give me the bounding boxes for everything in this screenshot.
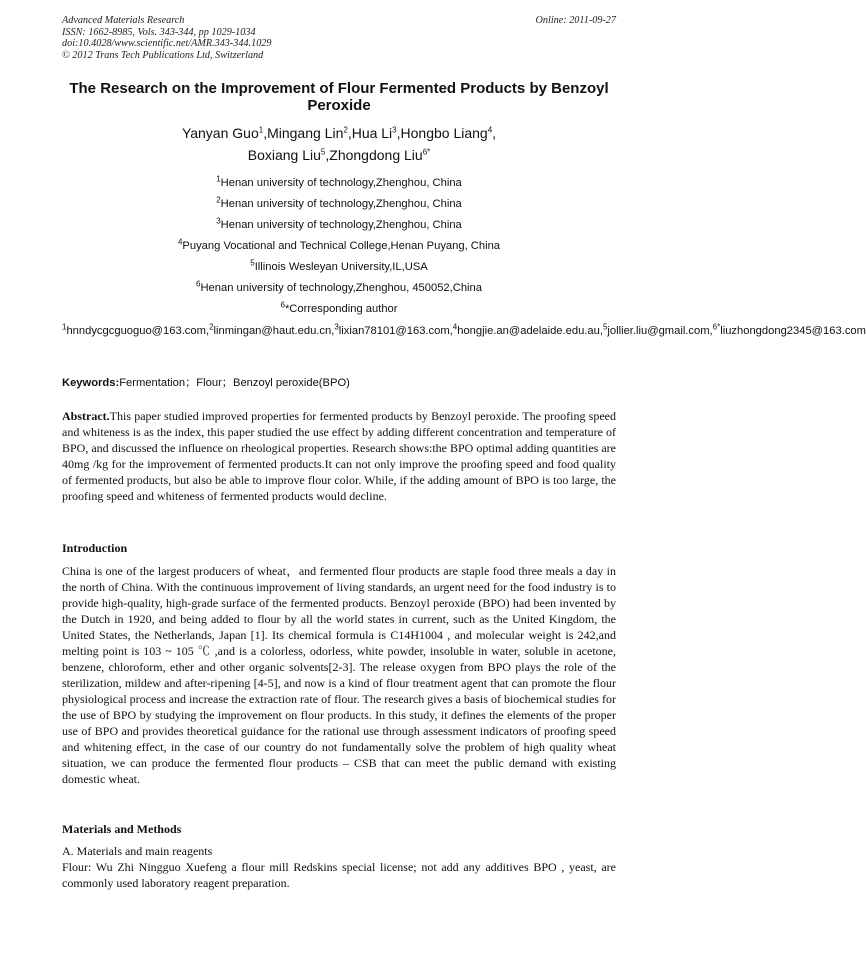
email-list: $^1$hnndycgcguoguo@163.com,$^2$linmingan@haut.edu.cn,$^3$lixian78101@163.com,$^4$hongjie.an@adelaide.edu.au,$^5$jollier.liu@gmail.com,$^{6*}$liuzhongdong2345@163.com xyxy=(62,322,866,337)
journal-name: Advanced Materials Research xyxy=(62,15,185,26)
affiliation: $^6$Henan university of technology,Zhenghou, 450052,China xyxy=(196,279,482,294)
journal-header xyxy=(62,15,616,61)
author: Yanyan Guo$^1$, xyxy=(181,125,268,141)
affiliation: $^1$Henan university of technology,Zhenghou, China xyxy=(216,174,462,189)
introduction-heading: Introduction xyxy=(62,541,128,555)
keywords-label: Keywords: xyxy=(62,377,120,389)
corresponding-author-note: $^6$*Corresponding author xyxy=(280,300,398,315)
keywords-text: Fermentation；Flour；Benzoyl peroxide(BPO) xyxy=(119,377,350,389)
author: Boxiang Liu$^5$, xyxy=(247,147,330,163)
affiliation: $^5$Illinois Wesleyan University,IL,USA xyxy=(250,258,428,273)
methods-paragraph: Flour: Wu Zhi Ningguo Xuefeng a flour mill Redskins special license; not add any additives BPO , yeast, are commonly used laboratory reagent preparation. xyxy=(62,860,616,890)
paper-title: The Research on the Improvement of Flour Fermented Products by Benzoyl Peroxide xyxy=(69,80,609,114)
email-link[interactable]: lixian78101@163.com, xyxy=(338,325,453,337)
author: Hua Li$^3$, xyxy=(351,125,401,141)
abstract-paragraph xyxy=(62,408,616,504)
author: Zhongdong Liu$^{6*}$ xyxy=(329,147,431,163)
methods-heading: Materials and Methods xyxy=(62,822,182,836)
keywords-line xyxy=(62,374,616,390)
abstract-label: Abstract. xyxy=(62,409,110,423)
affiliation: $^3$Henan university of technology,Zhenghou, China xyxy=(216,216,462,231)
email-link[interactable]: hnndycgcguoguo@163.com, xyxy=(66,325,210,337)
methods-subheading: A. Materials and main reagents xyxy=(62,844,213,858)
email-link[interactable]: linmingan@haut.edu.cn, xyxy=(213,325,335,337)
doi-line: doi:10.4028/www.scientific.net/AMR.343-344.1029 xyxy=(62,38,272,49)
affiliation: $^4$Puyang Vocational and Technical College,Henan Puyang, China xyxy=(177,237,501,252)
issn-line: ISSN: 1662-8985, Vols. 343-344, pp 1029-1034 xyxy=(62,26,256,38)
affiliation: $^2$Henan university of technology,Zhenghou, China xyxy=(216,195,462,210)
online-date: Online: 2011-09-27 xyxy=(535,15,616,26)
author: Hongbo Liang$^4$, xyxy=(400,125,497,141)
email-link[interactable]: jollier.liu@gmail.com, xyxy=(607,325,713,337)
author-list xyxy=(62,122,616,166)
abstract-text: This paper studied improved properties for fermented products by Benzoyl peroxide. The proofing speed and whiteness is as the index, this paper studied the use effect by adding different concentration and temperature of BPO, and discussed the influence on rheological properties. Research shows:the BPO optimal adding quantities are 40mg /kg for the improvement of fermented products.It can not only improve the proofing speed and food quality of fermented products, but also be able to improve flour color. While, if the adding amount of BPO is too large, the proofing speed and whiteness of fermented products would decline. xyxy=(62,409,616,503)
email-link[interactable]: hongjie.an@adelaide.edu.au, xyxy=(457,325,603,337)
copyright-line: © 2012 Trans Tech Publications Ltd, Switzerland xyxy=(62,49,264,61)
author: Mingang Lin$^2$, xyxy=(267,125,352,141)
email-link[interactable]: liuzhongdong2345@163.com xyxy=(720,325,866,337)
introduction-paragraph: China is one of the largest producers of wheat，and fermented flour products are staple food three meals a day in the north of China. With the continuous improvement of living standards, an urgent need for the food industry is to provide high-quality, high-grade surface of the fermented products. Benzoyl peroxide (BPO) had been invented by the Dutch in 1920, and being added to flour by all the world states in current, such as the United Kingdom, the United States, the Netherlands, Japan [1]. Its chemical formula is C14H1004 , and molecular weight is 242,and melting point is 103 ~ 105 ℃ ,and is a colorless, odorless, white powder, insoluble in water, soluble in acetone, benzene, chloroform, ether and other organic solvents[2-3]. The release oxygen from BPO plays the role of the sterilization, mildew and after-ripening [4-5], and now is a kind of flour treatment agent that can promote the flour physiological process and increase the extraction rate of flour. The research gives a basis of biochemical studies for the use of BPO by studying the improvement on flour products. In this study, it defines the elements of the proper use of BPO and provides theoretical guidance for the rational use through assessment indicators of proofing speed and whitening effect, in the case of our country do not fundamentally solve the problem of high quality wheat situation, we can produce the fermented flour products – CSB that can meet the public demand with existing domestic wheat. xyxy=(62,564,616,786)
